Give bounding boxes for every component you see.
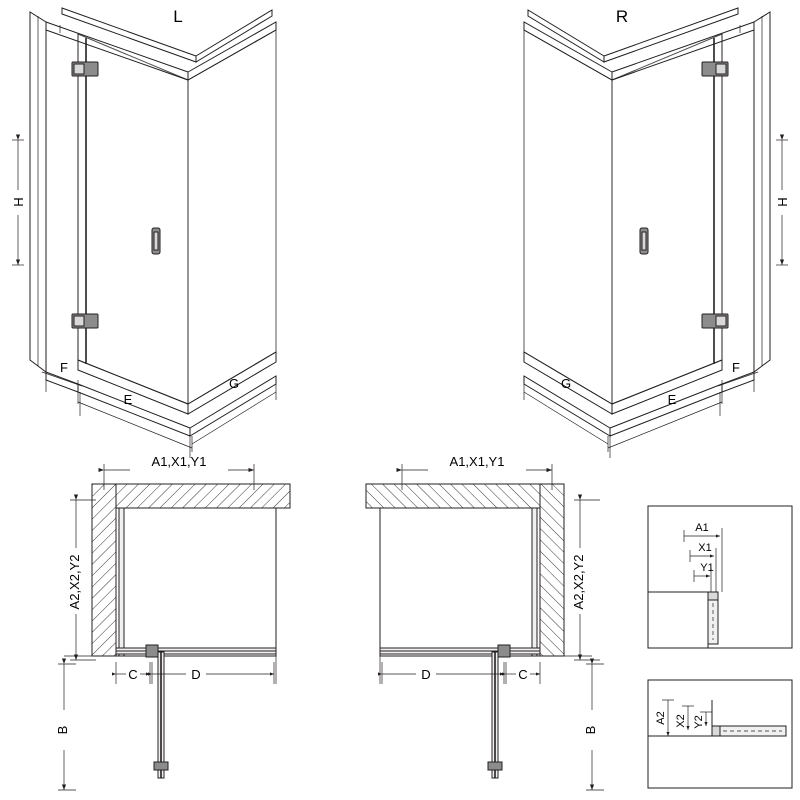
iso-left-bottom-rail bbox=[46, 352, 276, 436]
iso-right-hinge-upper bbox=[702, 62, 728, 76]
iso-right-bottom-rail bbox=[524, 352, 754, 436]
plan-left-front-panel bbox=[116, 648, 276, 654]
plan-right-hinge-post bbox=[498, 645, 510, 657]
plan-right-dim-C bbox=[506, 662, 540, 684]
plan-left-label-B: B bbox=[55, 725, 70, 735]
plan-right-door-leaf bbox=[488, 652, 502, 778]
plan-left-wall-top bbox=[92, 484, 290, 508]
iso-right-label-G: G bbox=[560, 376, 572, 391]
iso-right-side-glass bbox=[524, 30, 612, 404]
plan-left-label-C: C bbox=[128, 667, 138, 682]
plan-left-label-top: A1,X1,Y1 bbox=[151, 454, 207, 469]
iso-right-label-F: F bbox=[732, 360, 740, 375]
iso-left-side-glass bbox=[188, 30, 276, 404]
plan-right-label-C: C bbox=[518, 667, 528, 682]
plan-right-label-top: A1,X1,Y1 bbox=[449, 454, 505, 469]
iso-left-stabiliser-bar bbox=[62, 8, 272, 62]
iso-right-label-E: E bbox=[667, 392, 677, 407]
plan-left-dim-B bbox=[55, 664, 76, 790]
detail-view-bottom bbox=[648, 680, 792, 788]
plan-view-right bbox=[366, 454, 604, 790]
iso-left-dim-E bbox=[78, 392, 192, 458]
plan-view-left bbox=[55, 454, 290, 790]
plan-left-label-D: D bbox=[191, 667, 201, 682]
plan-left-door-leaf bbox=[154, 652, 168, 778]
plan-right-wall-top bbox=[366, 484, 564, 508]
plan-left-dim-C bbox=[116, 662, 150, 684]
detail-bottom-label-A2: A2 bbox=[655, 711, 667, 725]
detail-bottom-label-Y2: Y2 bbox=[693, 715, 705, 729]
plan-left-wall-side bbox=[92, 484, 116, 656]
iso-view-left bbox=[11, 7, 276, 458]
iso-left-label-H: H bbox=[11, 197, 26, 207]
iso-left-wall-profile bbox=[30, 12, 46, 372]
detail-view-top bbox=[648, 506, 792, 648]
iso-left-label-E: E bbox=[123, 392, 133, 407]
iso-right-hinge-lower bbox=[702, 314, 728, 328]
detail-bottom-profile bbox=[712, 726, 786, 736]
plan-right-dim-side bbox=[571, 500, 600, 660]
detail-top-label-A1: A1 bbox=[695, 522, 709, 534]
iso-right-label-H: H bbox=[775, 197, 790, 207]
iso-left-dim-G bbox=[192, 376, 276, 452]
detail-bottom-label-X2: X2 bbox=[675, 714, 687, 728]
iso-right-front-glass bbox=[612, 34, 722, 404]
detail-top-profile bbox=[708, 592, 718, 644]
iso-right-wall-profile bbox=[754, 12, 770, 372]
iso-left-label-F: F bbox=[60, 360, 68, 375]
iso-left-dim-H bbox=[11, 140, 26, 265]
plan-right-wall-side bbox=[540, 484, 564, 656]
iso-right-door-handle bbox=[640, 228, 648, 254]
plan-left-label-side: A2,X2,Y2 bbox=[67, 554, 82, 610]
plan-left-side-glass bbox=[119, 508, 124, 656]
iso-left-hinge-lower bbox=[72, 314, 98, 328]
iso-left-front-glass bbox=[78, 34, 188, 404]
detail-bottom-dim-X2 bbox=[675, 706, 694, 730]
detail-top-dim-Y1 bbox=[694, 562, 714, 592]
detail-bottom-dim-Y2 bbox=[693, 712, 712, 729]
detail-top-label-X1: X1 bbox=[698, 542, 712, 554]
iso-left-title: L bbox=[173, 7, 183, 26]
plan-left-hinge-post bbox=[146, 645, 158, 657]
plan-right-side-glass bbox=[532, 508, 537, 656]
plan-right-dim-B bbox=[583, 664, 604, 790]
iso-right-title: R bbox=[615, 7, 629, 26]
detail-top-label-Y1: Y1 bbox=[700, 562, 714, 574]
detail-bottom-dim-A2 bbox=[655, 700, 674, 736]
plan-left-dim-D bbox=[152, 662, 274, 684]
iso-left-dim-F bbox=[42, 360, 82, 404]
iso-left-hinge-upper bbox=[72, 62, 98, 76]
iso-right-dim-E bbox=[608, 392, 722, 458]
iso-left-door-handle bbox=[152, 228, 160, 254]
plan-right-label-B: B bbox=[583, 725, 598, 735]
plan-right-dim-D bbox=[382, 662, 504, 684]
iso-right-labels bbox=[561, 7, 790, 407]
iso-left-label-G: G bbox=[228, 376, 240, 391]
plan-right-front-panel bbox=[380, 648, 540, 654]
plan-right-label-side: A2,X2,Y2 bbox=[571, 554, 586, 610]
plan-right-label-D: D bbox=[421, 667, 431, 682]
iso-right-stabiliser-bar bbox=[528, 8, 738, 62]
